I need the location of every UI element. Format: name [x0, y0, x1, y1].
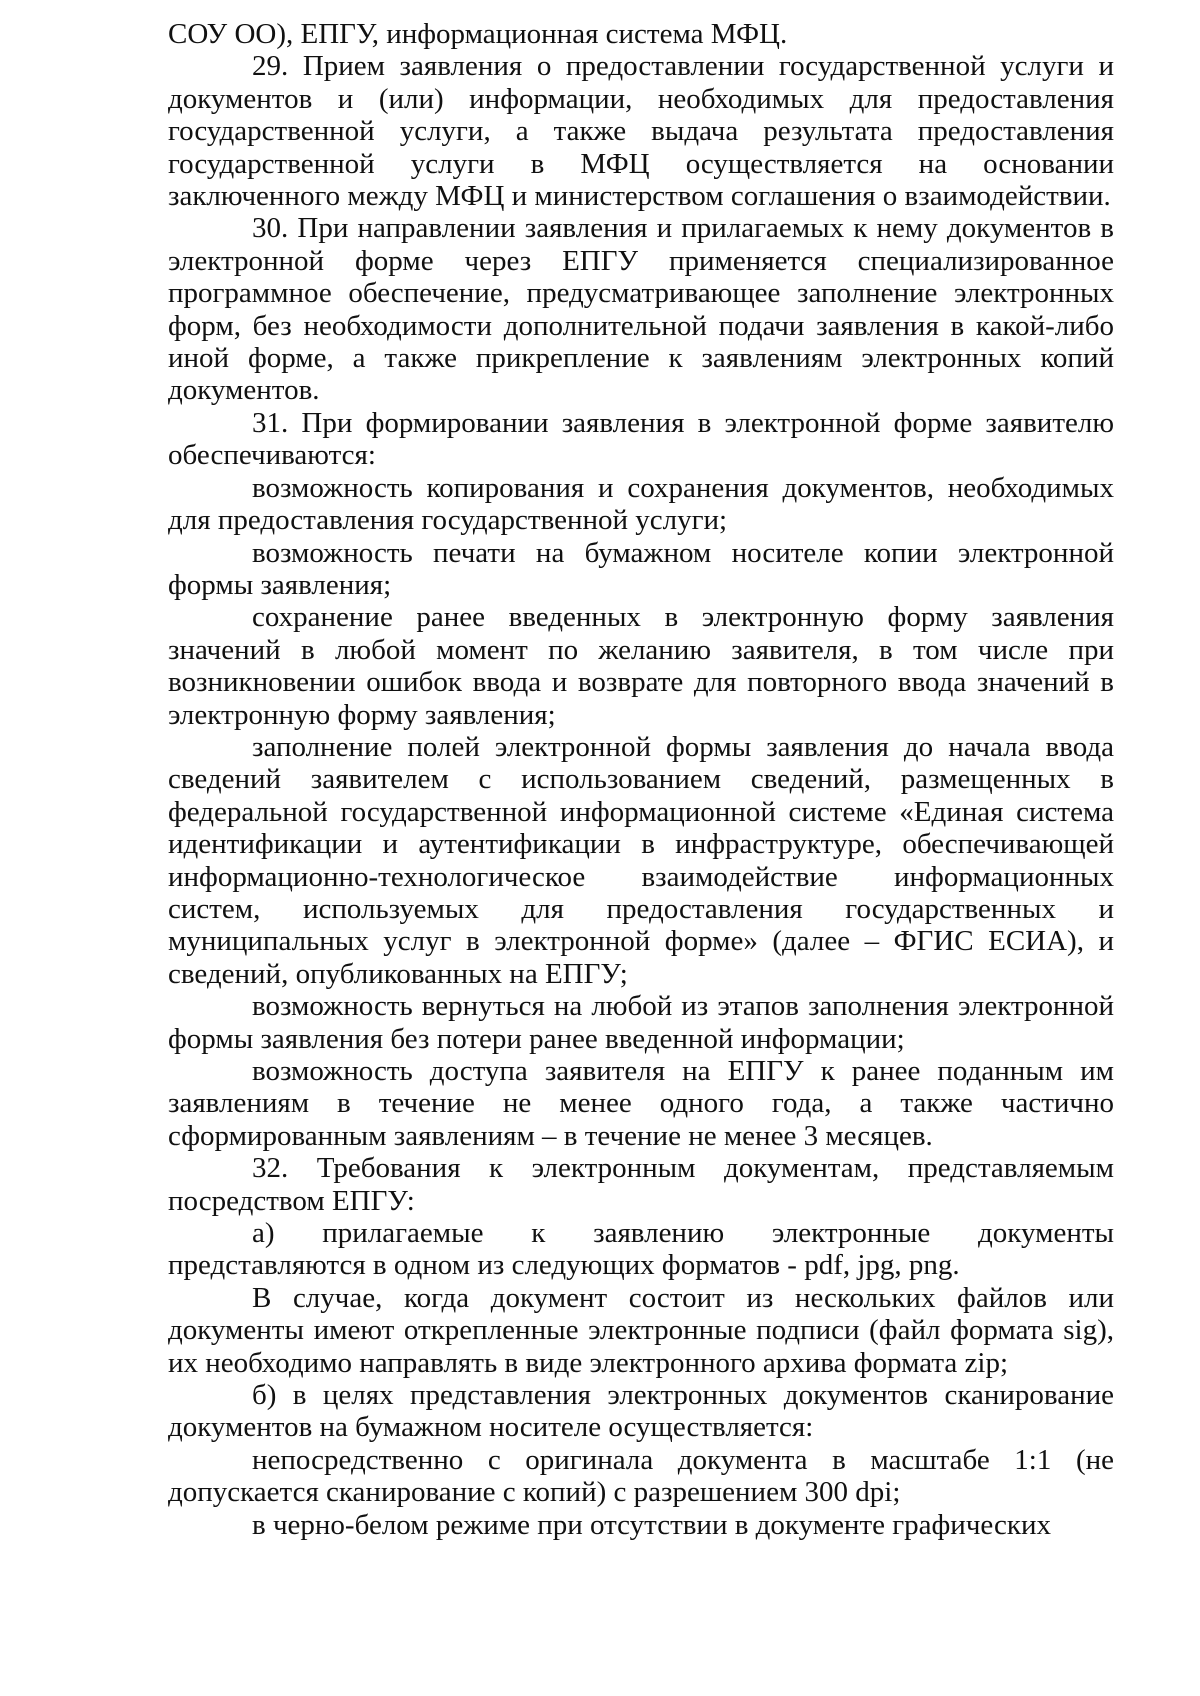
- list-item-printing: возможность печати на бумажном носителе копии электронной формы заявления;: [168, 536, 1114, 601]
- paragraph-continuation: СОУ ОО), ЕПГУ, информационная система МФЦ.: [168, 18, 788, 50]
- document-page: [168, 18, 1114, 1541]
- paragraph-30: 30. При направлении заявления и прилагаемых к нему документов в электронной форме через ЕПГУ применяется специализированное программное обеспечение, предусматривающее заполнение электронных форм, без необходимости дополнительной подачи заявления в какой-либо иной форме, а также прикрепление к заявлениям электронных копий документов.: [168, 212, 1114, 407]
- paragraph-29: 29. Прием заявления о предоставлении государственной услуги и документов и (или) информации, необходимых для предоставления государственной услуги, а также выдача результата предоставления государственной услуги в МФЦ осуществляется на основании заключенного между МФЦ и министерством соглашения о взаимодействии.: [168, 50, 1114, 213]
- subitem-b-original: непосредственно с оригинала документа в масштабе 1:1 (не допускается сканирование с копий) с разрешением 300 dpi;: [168, 1443, 1114, 1509]
- paragraph-32: 32. Требования к электронным документам, представляемым посредством ЕПГУ:: [168, 1152, 1114, 1217]
- subitem-b-bw-mode: в черно-белом режиме при отсутствии в документе графических: [252, 1508, 1051, 1541]
- subitem-b: б) в целях представления электронных документов сканирование документов на бумажном носителе осуществляется:: [168, 1379, 1114, 1444]
- list-item-return: возможность вернуться на любой из этапов заполнения электронной формы заявления без потери ранее введенной информации;: [168, 990, 1114, 1055]
- paragraph-31: 31. При формировании заявления в электронной форме заявителю обеспечиваются:: [168, 406, 1114, 472]
- list-item-access: возможность доступа заявителя на ЕПГУ к ранее поданным им заявлениям в течение не менее одного года, а также частично сформированным заявлениям – в течение не менее 3 месяцев.: [168, 1055, 1114, 1152]
- list-item-copying: возможность копирования и сохранения документов, необходимых для предоставления государственной услуги;: [168, 471, 1114, 537]
- list-item-saving: сохранение ранее введенных в электронную форму заявления значений в любой момент по желанию заявителя, в том числе при возникновении ошибок ввода и возврате для повторного ввода значений в электронную форму заявления;: [168, 601, 1114, 731]
- subitem-a-note: В случае, когда документ состоит из нескольких файлов или документы имеют открепленные электронные подписи (файл формата sig), их необходимо направлять в виде электронного архива формата zip;: [168, 1281, 1114, 1379]
- list-item-autofill: заполнение полей электронной формы заявления до начала ввода сведений заявителем с использованием сведений, размещенных в федеральной государственной информационной системе «Единая система идентификации и аутентификации в инфраструктуре, обеспечивающей информационно-технологическое взаимодействие информационных систем, используемых для предоставления государственных и муниципальных услуг в электронной форме» (далее – ФГИС ЕСИА), и сведений, опубликованных на ЕПГУ;: [168, 730, 1114, 990]
- subitem-a: а) прилагаемые к заявлению электронные документы представляются в одном из следующих форматов - pdf, jpg, png.: [168, 1217, 1114, 1282]
